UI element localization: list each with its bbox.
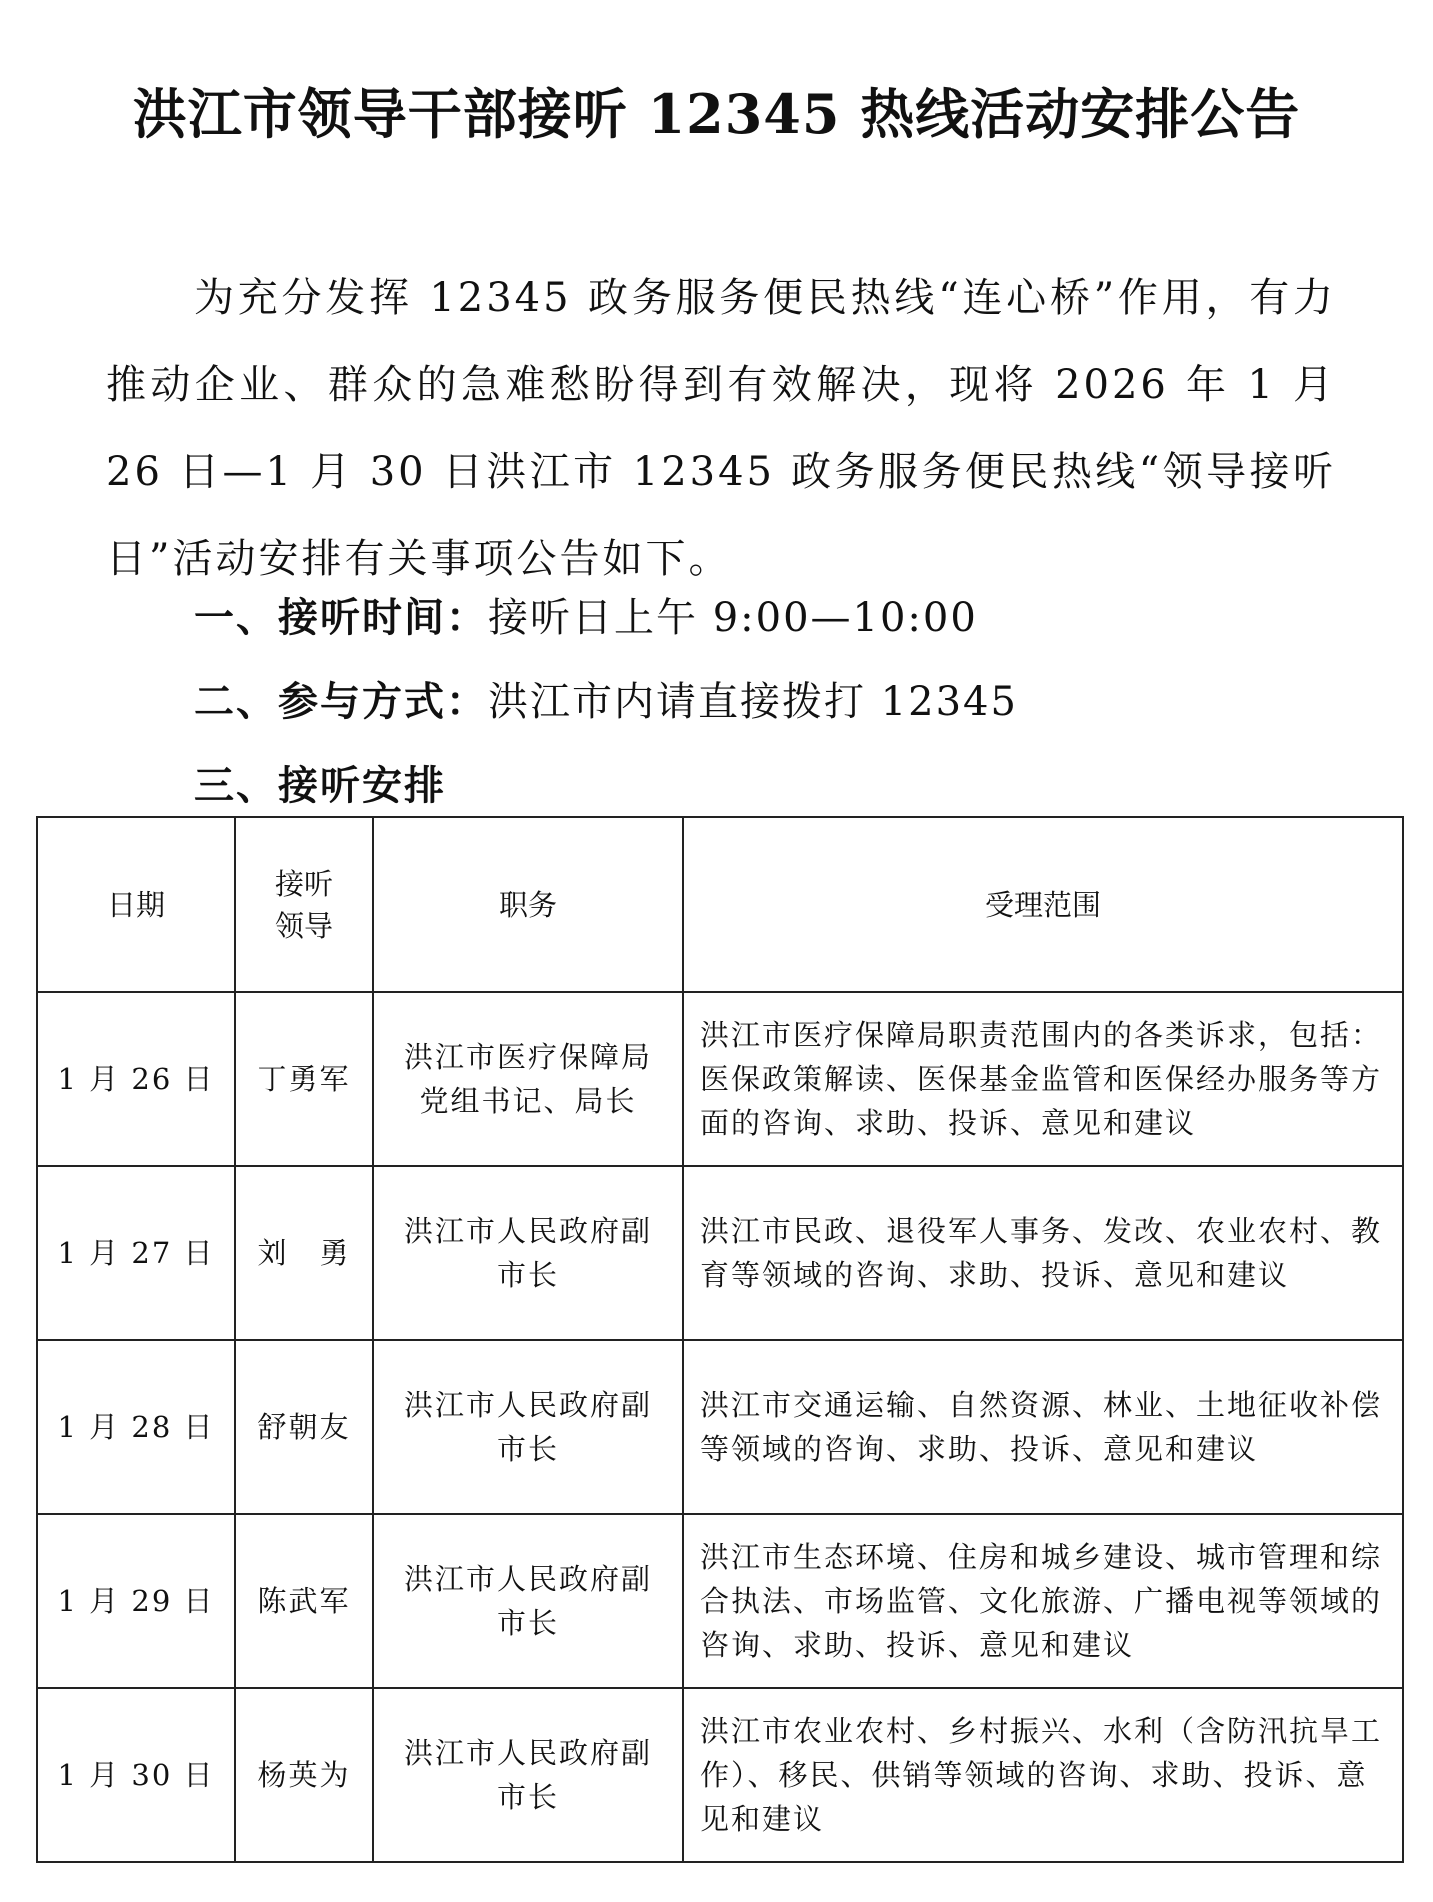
position-line1: 洪江市人民政府副 <box>403 1214 652 1248</box>
position-line2: 市长 <box>496 1258 559 1292</box>
table-header-row <box>37 817 1403 992</box>
cell-date: 1 月 26 日 <box>37 992 235 1166</box>
header-leader <box>235 817 373 992</box>
header-date: 日期 <box>37 817 235 992</box>
cell-position <box>373 992 683 1166</box>
cell-date: 1 月 30 日 <box>37 1688 235 1862</box>
section-heading: 二、参与方式： <box>194 679 488 725</box>
section-participation <box>194 672 1018 732</box>
section-listening-time <box>194 588 978 648</box>
section-heading: 三、接听安排 <box>194 763 446 809</box>
header-scope: 受理范围 <box>683 817 1403 992</box>
table-row <box>37 992 1403 1166</box>
header-leader-line1: 接听 <box>274 866 333 901</box>
document-title: 洪江市领导干部接听 12345 热线活动安排公告 <box>132 82 1301 146</box>
cell-scope: 洪江市生态环境、住房和城乡建设、城市管理和综合执法、市场监管、文化旅游、广播电视等领域的咨询、求助、投诉、意见和建议 <box>683 1514 1403 1688</box>
cell-leader: 丁勇军 <box>235 992 373 1166</box>
position-line2: 党组书记、局长 <box>419 1084 637 1118</box>
header-leader-line2: 领导 <box>274 908 333 943</box>
section-schedule <box>194 756 446 816</box>
cell-date: 1 月 27 日 <box>37 1166 235 1340</box>
section-content: 接听日上午 9:00—10:00 <box>488 595 978 641</box>
position-line2: 市长 <box>496 1606 559 1640</box>
intro-paragraph: 为充分发挥 12345 政务服务便民热线“连心桥”作用，有力推动企业、群众的急难愁盼得到有效解决，现将 2026 年 1 月 26 日—1 月 30 日洪江市 12345 政务服务便民热线“领导接听日”活动安排有关事项公告如下。 <box>106 275 1336 582</box>
schedule-table <box>36 816 1404 1863</box>
cell-leader: 陈武军 <box>235 1514 373 1688</box>
cell-leader: 舒朝友 <box>235 1340 373 1514</box>
table-row <box>37 1514 1403 1688</box>
cell-position <box>373 1514 683 1688</box>
cell-position <box>373 1166 683 1340</box>
header-position: 职务 <box>373 817 683 992</box>
position-line1: 洪江市人民政府副 <box>403 1736 652 1770</box>
table-row <box>37 1166 1403 1340</box>
cell-scope: 洪江市交通运输、自然资源、林业、土地征收补偿等领域的咨询、求助、投诉、意见和建议 <box>683 1340 1403 1514</box>
cell-date: 1 月 28 日 <box>37 1340 235 1514</box>
table-row <box>37 1340 1403 1514</box>
section-content: 洪江市内请直接拨打 12345 <box>488 679 1018 725</box>
position-line2: 市长 <box>496 1780 559 1814</box>
position-line1: 洪江市人民政府副 <box>403 1388 652 1422</box>
section-heading: 一、接听时间： <box>194 595 488 641</box>
position-line1: 洪江市医疗保障局 <box>403 1040 652 1074</box>
table-row <box>37 1688 1403 1862</box>
cell-scope: 洪江市医疗保障局职责范围内的各类诉求，包括：医保政策解读、医保基金监管和医保经办服务等方面的咨询、求助、投诉、意见和建议 <box>683 992 1403 1166</box>
cell-leader: 杨英为 <box>235 1688 373 1862</box>
cell-scope: 洪江市农业农村、乡村振兴、水利（含防汛抗旱工作）、移民、供销等领域的咨询、求助、投诉、意见和建议 <box>683 1688 1403 1862</box>
position-line2: 市长 <box>496 1432 559 1466</box>
cell-scope: 洪江市民政、退役军人事务、发改、农业农村、教育等领域的咨询、求助、投诉、意见和建议 <box>683 1166 1403 1340</box>
position-line1: 洪江市人民政府副 <box>403 1562 652 1596</box>
cell-leader: 刘 勇 <box>235 1166 373 1340</box>
cell-position <box>373 1340 683 1514</box>
cell-position <box>373 1688 683 1862</box>
cell-date: 1 月 29 日 <box>37 1514 235 1688</box>
